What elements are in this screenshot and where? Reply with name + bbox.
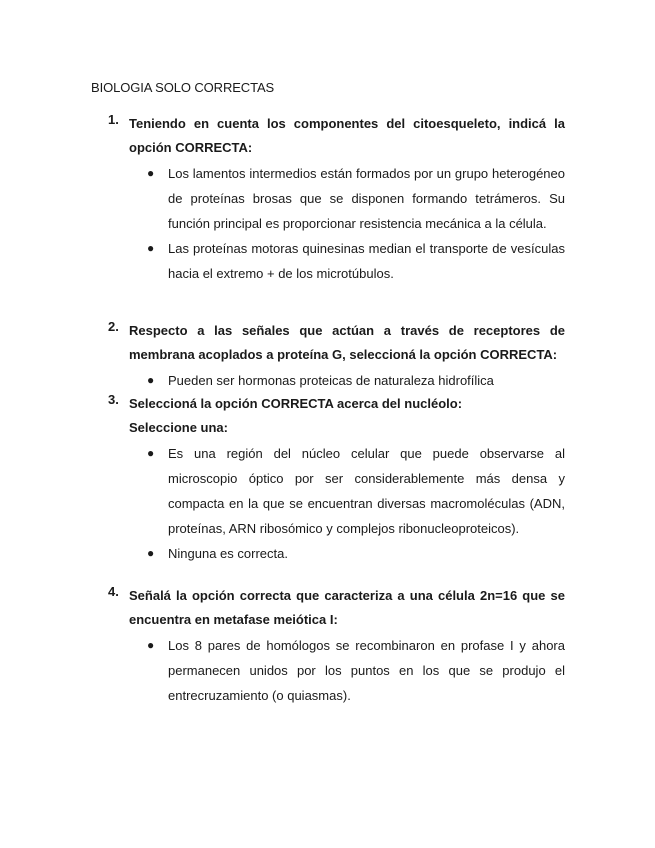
answer-text: Los lamentos intermedios están formados por un grupo heterogéneo de proteínas brosas que se disponen formando tetrámeros. Su función principal es proporcionar resistencia mecánica a la célula.	[168, 166, 565, 231]
question-number: 2.	[108, 319, 119, 334]
question-text: Seleccioná la opción CORRECTA acerca del nucléolo:	[129, 396, 463, 411]
answer-item	[147, 161, 565, 236]
question-text: Señalá la opción correcta que caracteriza a una célula 2n=16 que se encuentra en metafase meiótica I:	[129, 588, 565, 627]
question-text: Respecto a las señales que actúan a través de receptores de membrana acoplados a proteína G, seleccioná la opción CORRECTA:	[129, 323, 565, 362]
answer-item	[147, 441, 565, 541]
answer-list	[108, 633, 565, 708]
bullet-icon: ●	[147, 373, 155, 387]
question-number: 3.	[108, 392, 119, 407]
answer-text: Los 8 pares de homólogos se recombinaron en profase I y ahora permanecen unidos por los puntos en los que se produjo el entrecruzamiento (o quiasmas).	[168, 638, 565, 703]
bullet-icon: ●	[147, 446, 155, 460]
bullet-icon: ●	[147, 638, 155, 652]
document-title: BIOLOGIA SOLO CORRECTAS	[91, 80, 275, 95]
answer-item	[147, 541, 565, 566]
answer-item	[147, 236, 565, 286]
answer-text: Ninguna es correcta.	[168, 546, 288, 561]
bullet-icon: ●	[147, 166, 155, 180]
question-subtext: Seleccione una:	[129, 420, 228, 435]
question-3	[108, 392, 565, 566]
question-number: 4.	[108, 584, 119, 599]
question-4	[108, 584, 565, 708]
answer-text: Es una región del núcleo celular que puede observarse al microscopio óptico por ser considerablemente más densa y compacta en la que se encuentran diversas macromoléculas (ADN, proteínas, ARN ribosómico y complejos ribonucleoproteicos).	[168, 446, 565, 536]
question-1	[108, 112, 565, 286]
answer-text: Las proteínas motoras quinesinas median el transporte de vesículas hacia el extremo + de los microtúbulos.	[168, 241, 565, 281]
answer-text: Pueden ser hormonas proteicas de naturaleza hidrofílica	[168, 373, 494, 388]
answer-list	[108, 161, 565, 286]
bullet-icon: ●	[147, 241, 155, 255]
question-text: Teniendo en cuenta los componentes del citoesqueleto, indicá la opción CORRECTA:	[129, 116, 565, 155]
answer-item	[147, 633, 565, 708]
question-2	[108, 319, 565, 393]
bullet-icon: ●	[147, 546, 155, 560]
answer-item	[147, 368, 565, 393]
question-number: 1.	[108, 112, 119, 127]
answer-list	[108, 441, 565, 566]
answer-list	[108, 368, 565, 393]
